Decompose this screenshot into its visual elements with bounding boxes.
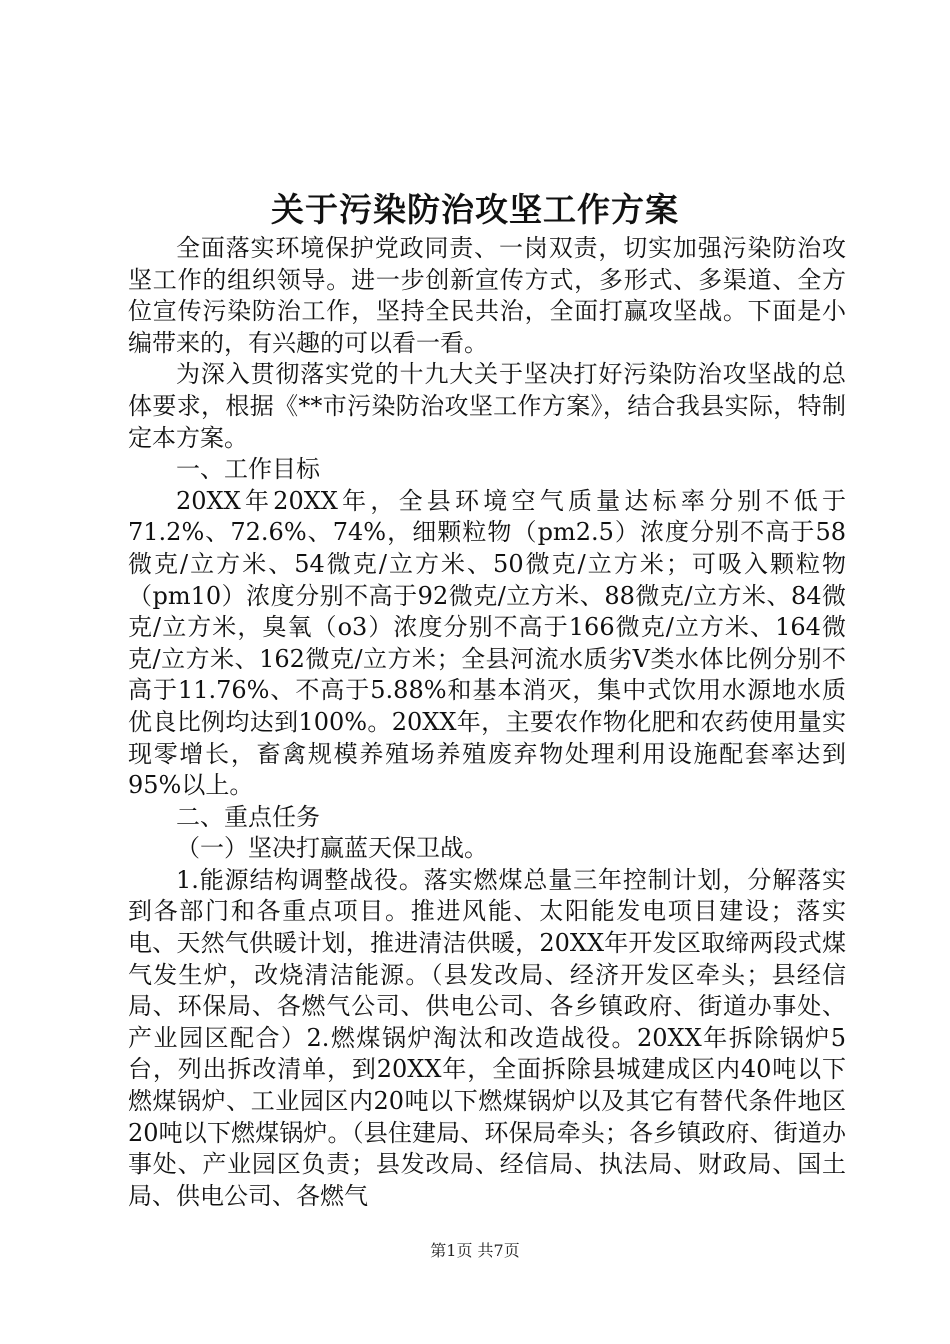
paragraph-purpose: 为深入贯彻落实党的十九大关于坚决打好污染防治攻坚战的总体要求，根据《**市污染防治攻坚工作方案》，结合我县实际，特制定本方案。 (128, 360, 846, 452)
paragraph-energy-structure: 1.能源结构调整战役。落实燃煤总量三年控制计划，分解落实到各部门和各重点项目。推进风能、太阳能发电项目建设；落实电、天然气供暖计划，推进清洁供暖，20XX年开发区取缔两段式煤气发生炉，改烧清洁能源。（县发改局、经济开发区牵头；县经信局、环保局、各燃气公司、供电公司、各乡镇政府、街道办事处、产业园区配合）2.燃煤锅炉淘汰和改造战役。20XX年拆除锅炉5台，列出拆改清单，到20XX年，全面拆除县城建成区内40吨以下燃煤锅炉、工业园区内20吨以下燃煤锅炉以及其它有替代条件地区20吨以下燃煤锅炉。（县住建局、环保局牵头；各乡镇政府、街道办事处、产业园区负责；县发改局、经信局、执法局、财政局、国土局、供电公司、各燃气 (128, 865, 846, 1210)
document-body (128, 233, 846, 1212)
heading-key-tasks: 二、重点任务 (176, 802, 320, 831)
subheading-blue-sky: （一）坚决打赢蓝天保卫战。 (176, 834, 488, 863)
paragraph-intro: 全面落实环境保护党政同责、一岗双责，切实加强污染防治攻坚工作的组织领导。进一步创新宣传方式，多形式、多渠道、全方位宣传污染防治工作，坚持全民共治，全面打赢攻坚战。下面是小编带来的，有兴趣的可以看一看。 (128, 234, 846, 357)
heading-work-goals: 一、工作目标 (176, 455, 320, 484)
document-title: 关于污染防治攻坚工作方案 (271, 190, 679, 229)
paragraph-goals: 20XX年20XX年，全县环境空气质量达标率分别不低于71.2%、72.6%、74%，细颗粒物（pm2.5）浓度分别不高于58微克/立方米、54微克/立方米、50微克/立方米；可吸入颗粒物（pm10）浓度分别不高于92微克/立方米、88微克/立方米、84微克/立方米，臭氧（o3）浓度分别不高于166微克/立方米、164微克/立方米、162微克/立方米；全县河流水质劣Ⅴ类水体比例分别不高于11.76%、不高于5.88%和基本消灭，集中式饮用水源地水质优良比例均达到100%。20XX年，主要农作物化肥和农药使用量实现零增长，畜禽规模养殖场养殖废弃物处理利用设施配套率达到95%以上。 (128, 486, 846, 800)
page-number-footer: 第1页 共7页 (430, 1241, 520, 1260)
